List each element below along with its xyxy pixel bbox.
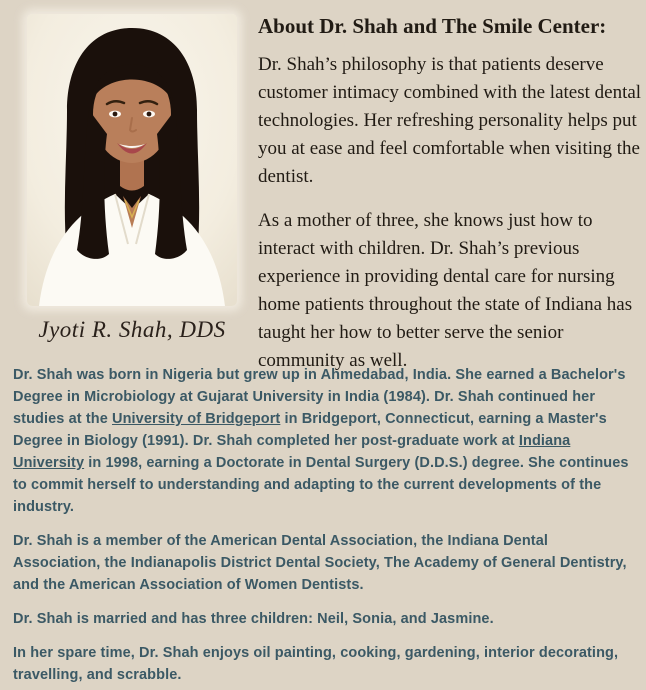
- university-of-bridgeport-link[interactable]: University of Bridgeport: [112, 411, 281, 427]
- bio-section: [0, 348, 646, 686]
- dr-shah-photo-figure: [27, 14, 237, 343]
- bio-paragraph-family: Dr. Shah is married and has three children: Neil, Sonia, and Jasmine.: [13, 611, 494, 627]
- bio-education-text-3: in 1998, earning a Doctorate in Dental Surgery (D.D.S.) degree. She continues to commit herself to understanding and adapting to the current developments of the industry.: [13, 455, 629, 515]
- bio-paragraph-memberships: Dr. Shah is a member of the American Dental Association, the Indiana Dental Association, the Indianapolis District Dental Society, The Academy of General Dentistry, and the American Association of Women Dentists.: [13, 533, 627, 593]
- about-paragraph-philosophy: Dr. Shah’s philosophy is that patients deserve customer intimacy combined with the latest dental technologies. Her refreshing personality helps put you at ease and feel comfortable when visiting the dentist.: [258, 54, 642, 188]
- dr-shah-portrait-illustration: [27, 14, 237, 306]
- about-heading: About Dr. Shah and The Smile Center:: [258, 14, 607, 38]
- about-paragraph-mother: As a mother of three, she knows just how to interact with children. Dr. Shah’s previous experience in providing dental care for nursing home patients throughout the state of Indiana has taught her how to better serve the senior community as well.: [258, 210, 633, 372]
- bio-education-text-2: in Bridgeport, Connecticut, earning a Master's Degree in Biology (1991). Dr. Shah completed her post-graduate work at: [13, 411, 607, 449]
- dr-shah-photo: [27, 14, 237, 306]
- photo-caption: Jyoti R. Shah, DDS: [38, 317, 226, 342]
- bio-education-text-1: Dr. Shah was born in Nigeria but grew up in Ahmedabad, India. She earned a Bachelor's Degree in Microbiology at Gujarat University in India (1984). Dr. Shah continued her studies at the: [13, 367, 626, 427]
- bio-paragraph-hobbies: In her spare time, Dr. Shah enjoys oil painting, cooking, gardening, interior decorating, travelling, and scrabble.: [13, 645, 619, 683]
- about-column: [258, 14, 643, 391]
- indiana-university-link[interactable]: Indiana University: [13, 433, 571, 471]
